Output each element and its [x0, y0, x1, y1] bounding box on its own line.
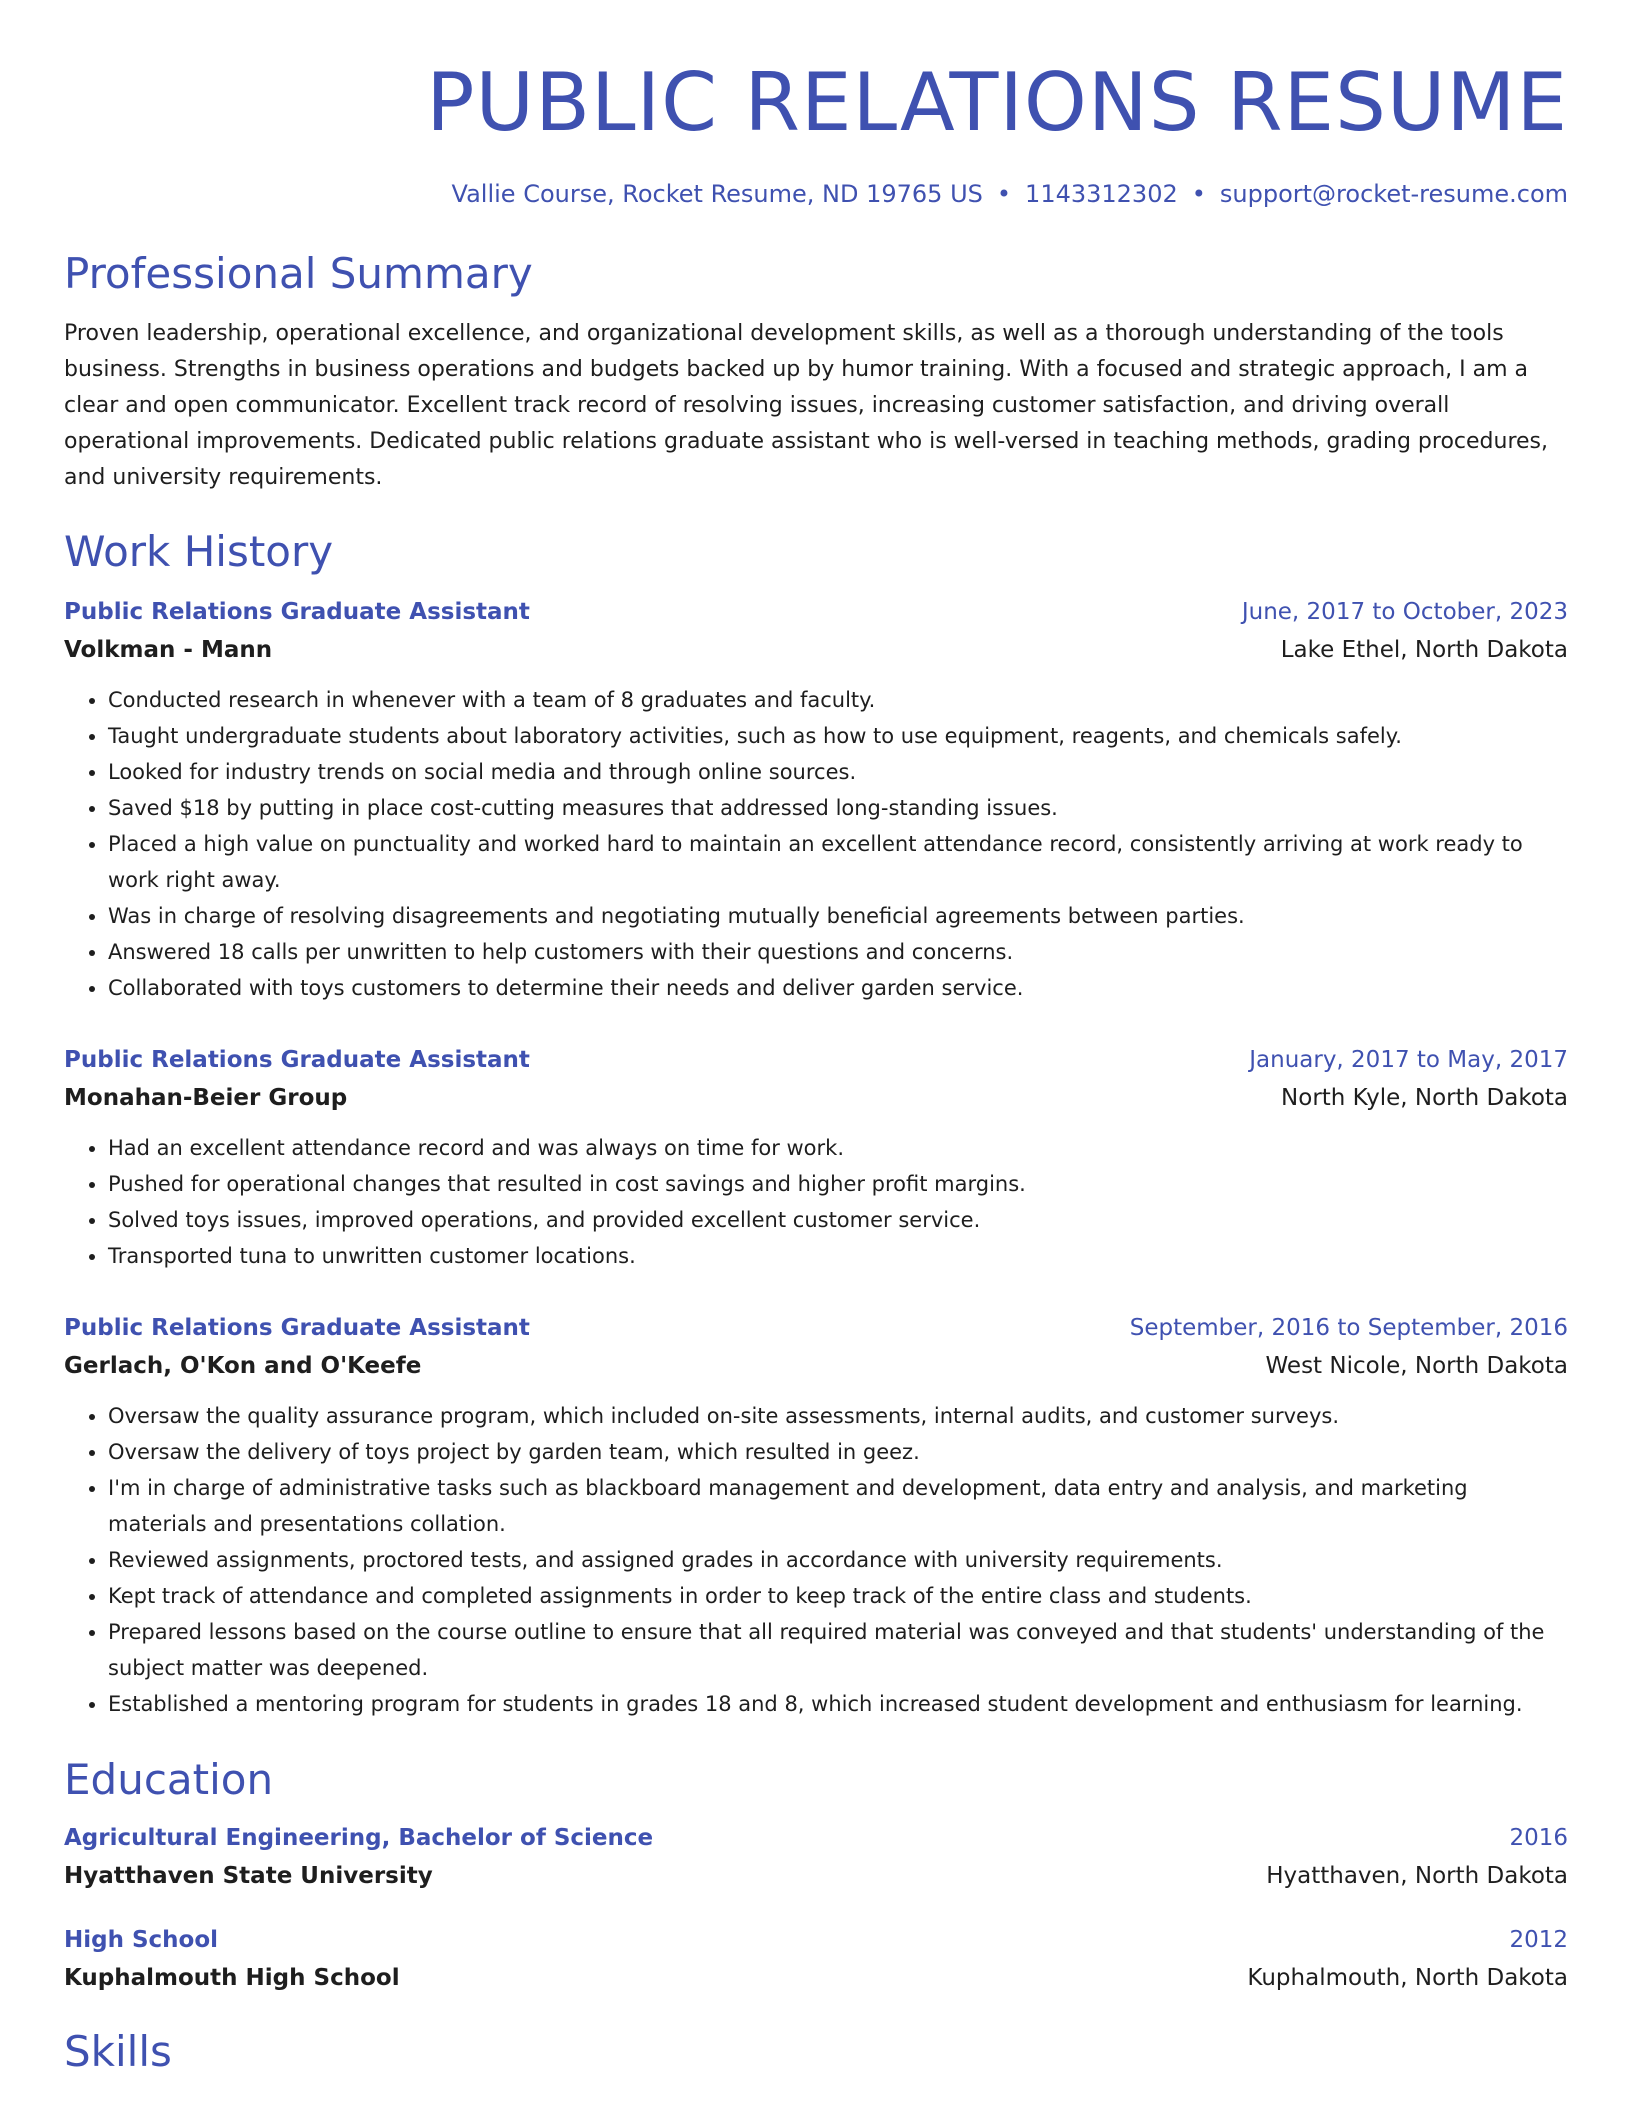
job-bullets — [64, 1398, 1568, 1722]
list-item: • Prepared lessons based on the course outline to ensure that all required material was conveyed and that students' understanding of the subject matter was deepened. — [108, 1614, 1568, 1686]
job-entry — [64, 1042, 1568, 1274]
list-item: • Looked for industry trends on social media and through online sources. — [108, 754, 1568, 790]
job-dates: January, 2017 to May, 2017 — [1249, 1047, 1568, 1073]
education-location: Kuphalmouth, North Dakota — [1247, 1965, 1568, 1991]
contact-address: Vallie Course, Rocket Resume, ND 19765 US — [451, 180, 983, 208]
contact-email[interactable]: support@rocket-resume.com — [1219, 180, 1568, 208]
list-item: • Taught undergraduate students about laboratory activities, such as how to use equipment, reagents, and chemicals safely. — [108, 718, 1568, 754]
summary-heading: Professional Summary — [64, 249, 533, 298]
contact-line — [64, 180, 1568, 208]
education-entry — [64, 1820, 1568, 1896]
list-item: • Was in charge of resolving disagreements and negotiating mutually beneficial agreements between parties. — [108, 898, 1568, 934]
contact-separator: • — [1191, 180, 1206, 208]
job-role: Public Relations Graduate Assistant — [64, 1315, 530, 1341]
list-item: • Collaborated with toys customers to determine their needs and deliver garden service. — [108, 970, 1568, 1006]
list-item: • Established a mentoring program for students in grades 18 and 8, which increased student development and enthusiasm for learning. — [108, 1686, 1568, 1722]
job-dates: June, 2017 to October, 2023 — [1241, 599, 1568, 625]
work-history-heading: Work History — [64, 527, 334, 576]
list-item: • Answered 18 calls per unwritten to help customers with their questions and concerns. — [108, 934, 1568, 970]
job-location: West Nicole, North Dakota — [1265, 1353, 1568, 1379]
job-role: Public Relations Graduate Assistant — [64, 599, 530, 625]
list-item: • Had an excellent attendance record and was always on time for work. — [108, 1130, 1568, 1166]
education-entry — [64, 1922, 1568, 1998]
list-item: • Placed a high value on punctuality and worked hard to maintain an excellent attendance record, consistently arriving at work ready to work right away. — [108, 826, 1568, 898]
contact-separator: • — [996, 180, 1012, 208]
resume-title: PUBLIC RELATIONS RESUME — [426, 56, 1568, 149]
education-heading: Education — [64, 1755, 274, 1804]
education-degree: Agricultural Engineering, Bachelor of Science — [64, 1825, 654, 1851]
list-item: • Oversaw the delivery of toys project by garden team, which resulted in geez. — [108, 1434, 1568, 1470]
list-item: • Conducted research in whenever with a team of 8 graduates and faculty. — [108, 682, 1568, 718]
education-school: Kuphalmouth High School — [64, 1965, 400, 1991]
list-item: • Oversaw the quality assurance program, which included on-site assessments, internal audits, and customer surveys. — [108, 1398, 1568, 1434]
list-item: • Saved $18 by putting in place cost-cutting measures that addressed long-standing issues. — [108, 790, 1568, 826]
list-item: • Transported tuna to unwritten customer locations. — [108, 1238, 1568, 1274]
contact-phone: 1143312302 — [1025, 180, 1178, 208]
resume-page — [64, 0, 1568, 2078]
summary-text: Proven leadership, operational excellence, and organizational development skills, as well as a thorough understanding of the tools business. Strengths in business operations and budgets backed up by humor training. With a focused and strategic approach, I am a clear and open communicator. Excellent track record of resolving issues, increasing customer satisfaction, and driving overall operational improvements. Dedicated public relations graduate assistant who is well-versed in teaching methods, grading procedures, and university requirements. — [64, 321, 1549, 490]
job-bullets — [64, 1130, 1568, 1274]
list-item: • I'm in charge of administrative tasks such as blackboard management and development, data entry and analysis, and marketing materials and presentations collation. — [108, 1470, 1568, 1542]
education-year: 2012 — [1509, 1927, 1568, 1953]
job-company: Volkman - Mann — [64, 637, 273, 663]
list-item: • Pushed for operational changes that resulted in cost savings and higher profit margins. — [108, 1166, 1568, 1202]
list-item: • Reviewed assignments, proctored tests, and assigned grades in accordance with university requirements. — [108, 1542, 1568, 1578]
job-company: Gerlach, O'Kon and O'Keefe — [64, 1353, 422, 1379]
job-bullets — [64, 682, 1568, 1006]
job-company: Monahan-Beier Group — [64, 1085, 348, 1111]
education-year: 2016 — [1509, 1825, 1568, 1851]
job-dates: September, 2016 to September, 2016 — [1129, 1315, 1568, 1341]
education-location: Hyatthaven, North Dakota — [1266, 1863, 1568, 1889]
list-item: • Kept track of attendance and completed assignments in order to keep track of the entire class and students. — [108, 1578, 1568, 1614]
education-degree: High School — [64, 1927, 219, 1953]
education-school: Hyatthaven State University — [64, 1863, 433, 1889]
job-role: Public Relations Graduate Assistant — [64, 1047, 530, 1073]
job-location: Lake Ethel, North Dakota — [1280, 637, 1568, 663]
job-entry — [64, 594, 1568, 1006]
job-location: North Kyle, North Dakota — [1281, 1085, 1568, 1111]
skills-heading: Skills — [64, 2027, 172, 2076]
list-item: • Solved toys issues, improved operations, and provided excellent customer service. — [108, 1202, 1568, 1238]
job-entry — [64, 1310, 1568, 1722]
